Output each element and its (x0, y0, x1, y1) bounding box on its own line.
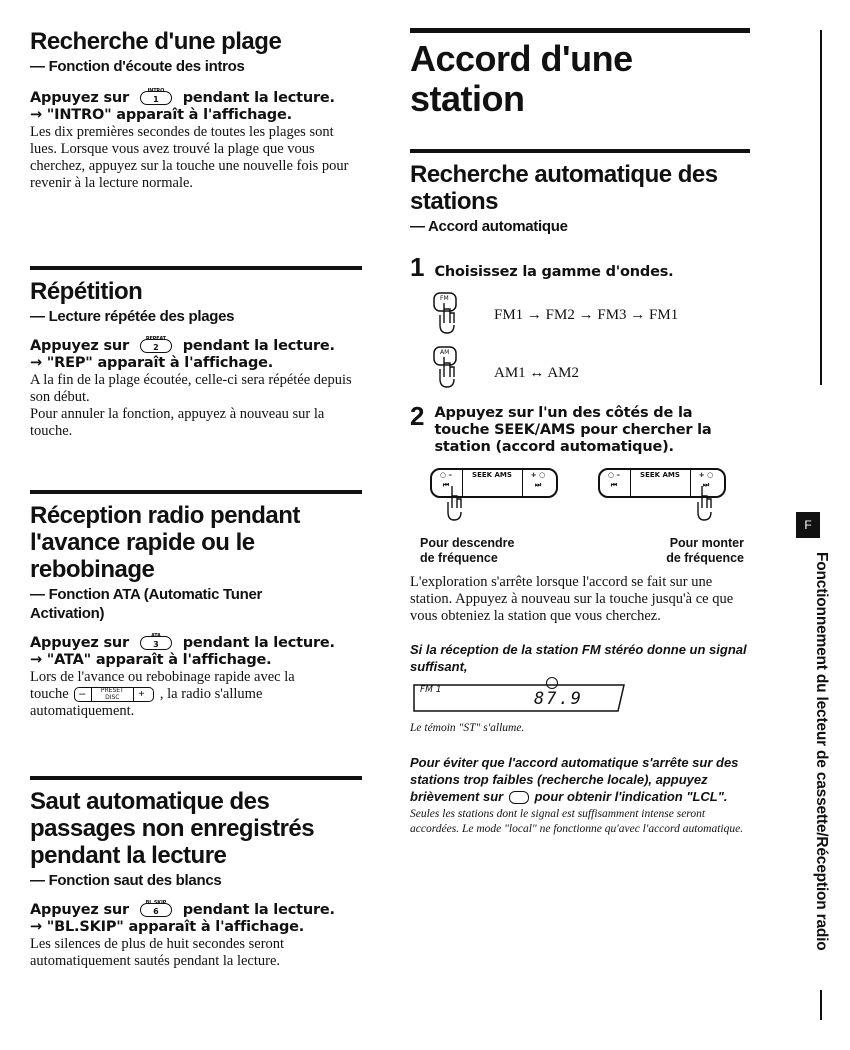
section-title-line: l'avance rapide ou le (30, 529, 255, 556)
key-label: ATA (150, 633, 161, 639)
instruction-text: pendant la lecture. (182, 635, 335, 651)
body-text: Les silences de plus de huit secondes seront automatiquement sautés pendant la lecture. (30, 936, 285, 969)
lcd-display-outline (410, 683, 630, 713)
fm-button-press-icon (430, 291, 470, 337)
step-text: Appuyez sur l'un des côtés de la touche SEEK/AMS pour chercher la station (accord automatique). (434, 405, 712, 455)
chapter-side-text: Fonctionnement du lecteur de cassette/Réception radio (813, 552, 830, 951)
chapter-tab: F (796, 512, 820, 538)
step-text: Choisissez la gamme d'ondes. (434, 264, 674, 280)
section-subtitle: — Fonction saut des blancs (30, 872, 222, 889)
finger-press-icon (442, 486, 466, 526)
seek-ams-label: SEEK AMS (462, 470, 521, 496)
display-result: → "ATA" apparaît à l'affichage. (30, 652, 272, 668)
display-frequency: 87.9 (534, 689, 583, 709)
caption-up (666, 536, 744, 566)
section-title-line: Saut automatique des (30, 788, 270, 815)
section-repeat (30, 266, 362, 440)
sens-button-icon (509, 791, 529, 804)
seek-down-icon: ○ – ⏮ (439, 471, 453, 489)
key-label: BL.SKIP (145, 900, 167, 906)
instruction (30, 90, 362, 107)
step-number: 1 (410, 252, 425, 282)
instruction-text: Appuyez sur (30, 338, 129, 354)
fm-button-label: FM (440, 295, 449, 302)
section-subtitle: Activation) (30, 605, 105, 622)
section-title-line: Recherche automatique des (410, 161, 718, 188)
note-st-indicator: Le témoin "ST" s'allume. (410, 722, 525, 734)
body-text-part: , la radio s'allume (159, 686, 263, 702)
section-intro-scan (30, 28, 362, 192)
section-title-line: stations (410, 188, 499, 215)
ata-key-icon (140, 633, 172, 650)
key-label: INTRO (147, 88, 165, 94)
note-text: pour obtenir l'indication "LCL". (534, 789, 728, 804)
body-text: Pour annuler la fonction, appuyez à nouveau sur la touche. (30, 406, 325, 439)
instruction (30, 338, 362, 355)
instruction-text: pendant la lecture. (182, 902, 335, 918)
body-text: A la fin de la plage écoutée, celle-ci sera répétée depuis son début. (30, 372, 352, 405)
finger-press-icon (692, 486, 716, 526)
section-subtitle: — Fonction ATA (Automatic Tuner (30, 586, 263, 603)
section-title-line: passages non enregistrés (30, 815, 315, 842)
section-blank-skip (30, 776, 362, 970)
instruction-text: Appuyez sur (30, 90, 129, 106)
plus-icon: + (138, 688, 145, 701)
key-number: 1 (153, 95, 159, 104)
section-title-line: pendant la lecture (30, 842, 227, 869)
divider (133, 688, 134, 701)
section-subtitle: — Lecture répétée des plages (30, 308, 235, 325)
key-label: REPEAT (145, 336, 166, 342)
section-title-line: rebobinage (30, 556, 155, 583)
display-panel (410, 681, 750, 715)
step-2 (410, 401, 750, 456)
right-column (410, 28, 750, 837)
seek-up-icon: + ○ ⏭ (522, 470, 553, 496)
instruction-text: Appuyez sur (30, 635, 129, 651)
section-title: Répétition (30, 278, 143, 305)
fm-band-sequence: FM1 → FM2 → FM3 → FM1 (494, 307, 679, 323)
divider (91, 688, 92, 701)
caption-line: de fréquence (666, 551, 744, 565)
body-text: Lors de l'avance ou rebobinage rapide avec la (30, 669, 295, 685)
intro-key-icon (140, 88, 172, 105)
side-rule-top (820, 30, 822, 385)
seek-ams-label: SEEK AMS (630, 470, 689, 496)
body-text: L'exploration s'arrête lorsque l'accord se fait sur une station. Appuyez à nouveau sur la touche jusqu'à ce que vous obteniez la station que vous cherchez. (410, 574, 734, 624)
display-result: → "INTRO" apparaît à l'affichage. (30, 107, 292, 123)
display-result: → "REP" apparaît à l'affichage. (30, 355, 274, 371)
seek-diagram (410, 464, 750, 536)
seek-up-icon: + ○ ⏭ (690, 470, 721, 496)
display-result: → "BL.SKIP" apparaît à l'affichage. (30, 919, 305, 935)
note-local-seek (410, 754, 750, 805)
side-rule-bottom (820, 990, 822, 1020)
am-button-label: AM (440, 349, 450, 356)
caption-line: Pour monter (669, 536, 744, 550)
preset-disc-label: PRESET DISC (100, 687, 124, 701)
instruction (30, 902, 362, 919)
key-number: 2 (153, 343, 159, 352)
instruction (30, 635, 362, 652)
section-subtitle: — Fonction d'écoute des intros (30, 58, 245, 75)
display-band: FM 1 (420, 685, 442, 695)
band-diagram (410, 283, 750, 395)
stereo-indicator-icon (546, 677, 558, 689)
am-button-press-icon (430, 345, 470, 391)
seek-captions (410, 536, 750, 568)
section-title: Recherche d'une plage (30, 28, 282, 55)
body-text: Les dix premières secondes de toutes les plages sont lues. Lorsque vous avez trouvé la plage que vous cherchez, appuyez sur la touche une nouvelle fois pour revenir à la lecture normale. (30, 124, 349, 191)
step-number: 2 (410, 401, 425, 431)
key-number: 6 (153, 907, 159, 916)
step-1 (410, 252, 750, 283)
note-local-detail: Seules les stations dont le signal est suffisamment intense seront accordées. Le mode "local" ne fonctionne qu'avec l'accord automatique. (410, 808, 744, 835)
main-title: Accord d'une station (410, 38, 633, 119)
repeat-key-icon (140, 336, 172, 353)
note-text: Pour éviter que l'accord automatique s'arrête sur des stations trop faibles (recherche locale), appuyez brièvement sur (410, 755, 739, 804)
seek-down-icon: ○ – ⏮ (607, 471, 621, 489)
caption-line: Pour descendre (420, 536, 515, 550)
minus-icon: – (79, 686, 86, 701)
body-text: automatiquement. (30, 703, 135, 719)
blank-skip-key-icon (140, 900, 172, 917)
instruction-text: Appuyez sur (30, 902, 129, 918)
body-text (30, 686, 362, 703)
section-ata (30, 490, 362, 720)
note-fm-stereo: Si la réception de la station FM stéréo donne un signal suffisant, (410, 642, 747, 674)
body-text-part: touche (30, 686, 69, 702)
instruction-text: pendant la lecture. (182, 338, 335, 354)
key-number: 3 (153, 640, 159, 649)
preset-disc-key-icon (74, 687, 154, 702)
instruction-text: pendant la lecture. (182, 90, 335, 106)
section-title-line: Réception radio pendant (30, 502, 300, 529)
caption-down (420, 536, 514, 566)
caption-line: de fréquence (420, 551, 498, 565)
section-subtitle: — Accord automatique (410, 218, 568, 235)
am-band-sequence: AM1 ↔ AM2 (494, 365, 580, 381)
